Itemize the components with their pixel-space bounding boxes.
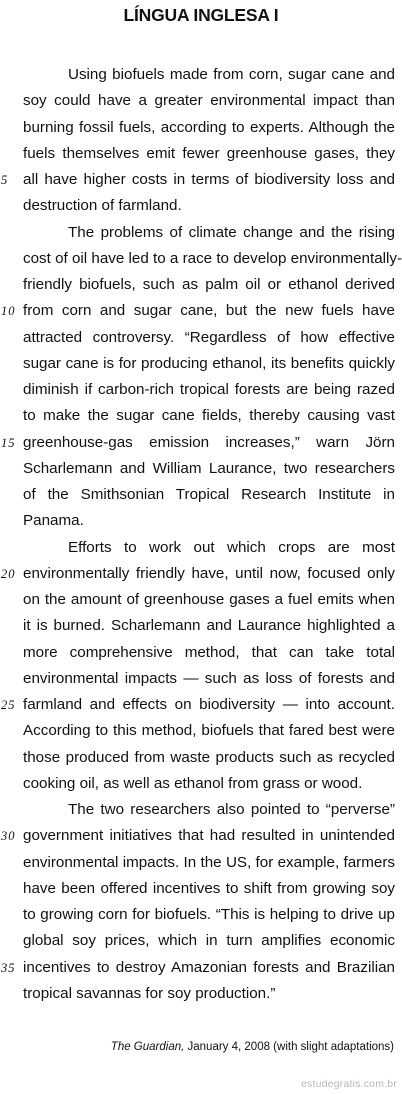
line-text: The problems of climate change and the rising [68, 223, 395, 241]
line-text: of the Smithsonian Tropical Research Institute in [23, 486, 395, 503]
line-text: those produced from waste products such as recycled [23, 748, 395, 766]
text-line [23, 377, 395, 403]
line-text: diminish if carbon-rich tropical forests are being razed [23, 381, 395, 398]
line-text: fuels themselves emit fewer greenhouse gases, they [23, 144, 395, 162]
line-text: sugar cane is for producing ethanol, its benefits quickly [23, 354, 395, 372]
text-line [23, 981, 395, 1007]
text-line [23, 482, 395, 508]
text-line [23, 508, 395, 534]
line-text: farmland and effects on biodiversity — into account. [23, 696, 395, 713]
line-text: destruction of farmland. [23, 197, 182, 215]
source-detail: January 4, 2008 (with slight adaptations) [184, 1041, 394, 1053]
text-line [23, 640, 395, 666]
line-text: it is burned. Scharlemann and Laurance highlighted a [23, 617, 395, 635]
text-line [23, 745, 395, 771]
line-text: global soy prices, which in turn amplifies economic [23, 932, 395, 950]
text-line [1, 692, 395, 718]
line-text: Scharlemann and William Laurance, two researchers [23, 459, 395, 477]
text-line [23, 456, 395, 482]
text-line [1, 561, 395, 587]
line-text: incentives to destroy Amazonian forests and Brazilian [23, 958, 395, 976]
line-text: environmental impacts — such as loss of forests and [23, 669, 395, 687]
text-line [1, 167, 395, 193]
line-text: The two researchers also pointed to “perverse” [68, 801, 395, 818]
text-line [23, 272, 395, 298]
line-text: greenhouse-gas emission increases,” warn Jörn [23, 433, 395, 451]
text-line [23, 850, 395, 876]
line-text: have been offered incentives to shift from growing soy [23, 879, 395, 897]
line-number: 20 [1, 566, 16, 581]
text-line [23, 62, 395, 88]
text-line [23, 351, 395, 377]
text-line [1, 823, 395, 849]
text-line [23, 115, 395, 141]
line-number: 25 [1, 698, 16, 712]
text-line [23, 246, 402, 272]
source-citation [111, 1039, 394, 1055]
line-text: friendly biofuels, such as palm oil or ethanol derived [23, 276, 395, 293]
text-line [23, 666, 395, 692]
line-text: to make the sugar cane fields, thereby causing vast [23, 407, 395, 425]
text-line [23, 876, 395, 902]
text-line [23, 797, 395, 823]
line-number: 10 [1, 304, 16, 319]
line-text: attracted controversy. “Regardless of how effective [23, 328, 395, 346]
line-text: Panama. [23, 512, 84, 530]
line-text: environmentally friendly have, until now, focused only [23, 564, 395, 582]
line-text: all have higher costs in terms of biodiversity loss and [23, 171, 395, 188]
page-title: LÍNGUA INGLESA I [123, 5, 279, 25]
line-text: soy could have a greater environmental impact than [23, 92, 395, 110]
line-number: 30 [1, 829, 16, 844]
text-line [1, 298, 395, 324]
line-text: cost of oil have led to a race to develop environmentally- [23, 249, 402, 267]
text-line [23, 193, 395, 219]
line-text: tropical savannas for soy production.” [23, 984, 276, 1002]
text-line [23, 928, 395, 954]
line-text: government initiatives that had resulted in unintended [23, 827, 395, 845]
source-publication: The Guardian, [110, 1041, 185, 1053]
text-line [23, 325, 395, 351]
line-text: Using biofuels made from corn, sugar cane and [68, 66, 395, 83]
text-line [23, 718, 395, 744]
text-line [1, 955, 395, 981]
line-text: more comprehensive method, that can take total [23, 643, 395, 661]
line-text: cooking oil, as well as ethanol from grass or wood. [23, 774, 363, 792]
line-text: on the amount of greenhouse gases a fuel emits when [23, 591, 395, 608]
line-number: 5 [1, 173, 9, 187]
text-line [23, 220, 395, 246]
text-line [23, 535, 395, 561]
line-text: Efforts to work out which crops are most [68, 538, 395, 556]
line-text: from corn and sugar cane, but the new fuels have [23, 302, 395, 320]
text-line [23, 902, 395, 928]
text-line [23, 771, 395, 797]
line-text: to growing corn for biofuels. “This is helping to drive up [23, 906, 395, 923]
line-number: 35 [1, 960, 16, 975]
line-text: environmental impacts. In the US, for example, farmers [23, 853, 395, 871]
line-number: 15 [1, 435, 16, 450]
text-line [23, 613, 395, 639]
text-line [23, 88, 395, 114]
text-line [23, 587, 395, 613]
line-text: According to this method, biofuels that fared best were [23, 722, 395, 740]
watermark: estudegratis.com.br [300, 1078, 397, 1090]
text-line [23, 141, 395, 167]
text-line [23, 403, 395, 429]
line-text: burning fossil fuels, according to experts. Although the [23, 118, 395, 136]
text-line [1, 430, 395, 456]
article-text [1, 62, 402, 1007]
